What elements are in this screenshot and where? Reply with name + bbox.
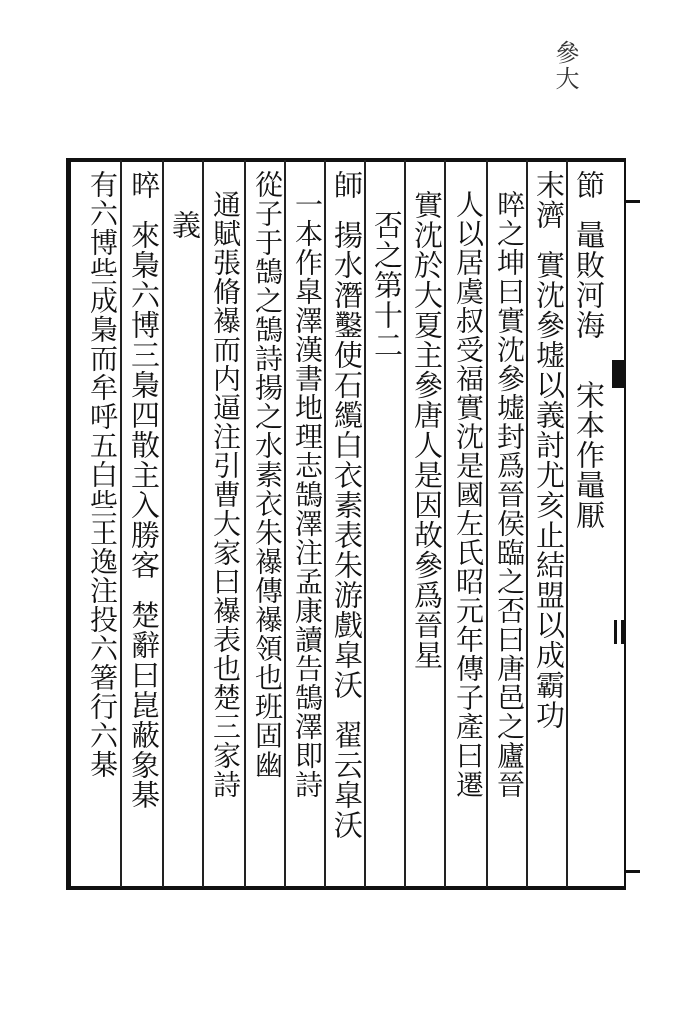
column-note: 楚辭曰崑蔽象棊 <box>127 600 161 810</box>
text-column-6 <box>367 170 407 360</box>
text-column-10 <box>205 170 245 799</box>
column-rule <box>202 160 204 887</box>
text-column-7 <box>327 170 367 840</box>
column-text: 有六博些成梟而牟呼五白些王逸注投六箸行六棊 <box>86 170 119 779</box>
column-note: 翟云皐沃 <box>330 720 364 840</box>
column-text: 從子于鵠之鵠詩揚之水素衣朱襮傳襮領也班固幽 <box>251 170 284 779</box>
edge-mark <box>612 360 624 388</box>
column-text: 義 <box>168 210 202 240</box>
edge-tick <box>626 200 640 203</box>
column-text: 實沈於大夏主參唐人是因故參爲晉星 <box>410 190 444 670</box>
section-heading: 否之第十二 <box>370 210 404 360</box>
text-column-9 <box>247 170 287 779</box>
column-text: 晬之坤曰實沈參墟封爲晉侯臨之否曰唐邑之廬晉 <box>493 190 526 799</box>
column-text: 一本作皐澤漢書地理志鵠澤注孟康讀告鵠澤即詩 <box>291 190 324 799</box>
column-text: 鼂敗河海 <box>572 220 606 340</box>
column-text: 師 <box>330 170 364 200</box>
edge-mark <box>614 620 624 644</box>
text-column-4 <box>448 170 488 799</box>
column-text: 通賦張脩襮而内逼注引曹大家曰襮表也楚三家詩 <box>209 190 242 799</box>
column-note: 宋本作鼂厭 <box>572 380 606 530</box>
text-column-11 <box>165 170 205 240</box>
text-column-3 <box>489 170 529 799</box>
column-text: 來梟六博三梟四散主入勝客 <box>127 220 161 580</box>
top-corner-text: 參大 <box>551 40 579 92</box>
text-column-12 <box>124 170 164 810</box>
text-column-13 <box>82 170 122 779</box>
column-text: 人以居虞叔受福實沈是國左氏昭元年傳子產曰遷 <box>452 190 485 799</box>
column-text: 末濟 <box>532 170 566 230</box>
edge-tick <box>626 870 640 873</box>
column-text: 實沈參墟以義討尤亥止結盟以成霸功 <box>532 250 566 730</box>
text-column-1 <box>569 170 609 530</box>
text-column-2 <box>529 170 569 730</box>
column-text: 節 <box>572 170 606 200</box>
column-text: 揚水潛鑿使石䌫白衣素表朱游戲皐沃 <box>330 220 364 700</box>
text-column-5 <box>407 170 447 670</box>
text-column-8 <box>287 170 327 799</box>
column-text: 晬 <box>127 170 161 200</box>
